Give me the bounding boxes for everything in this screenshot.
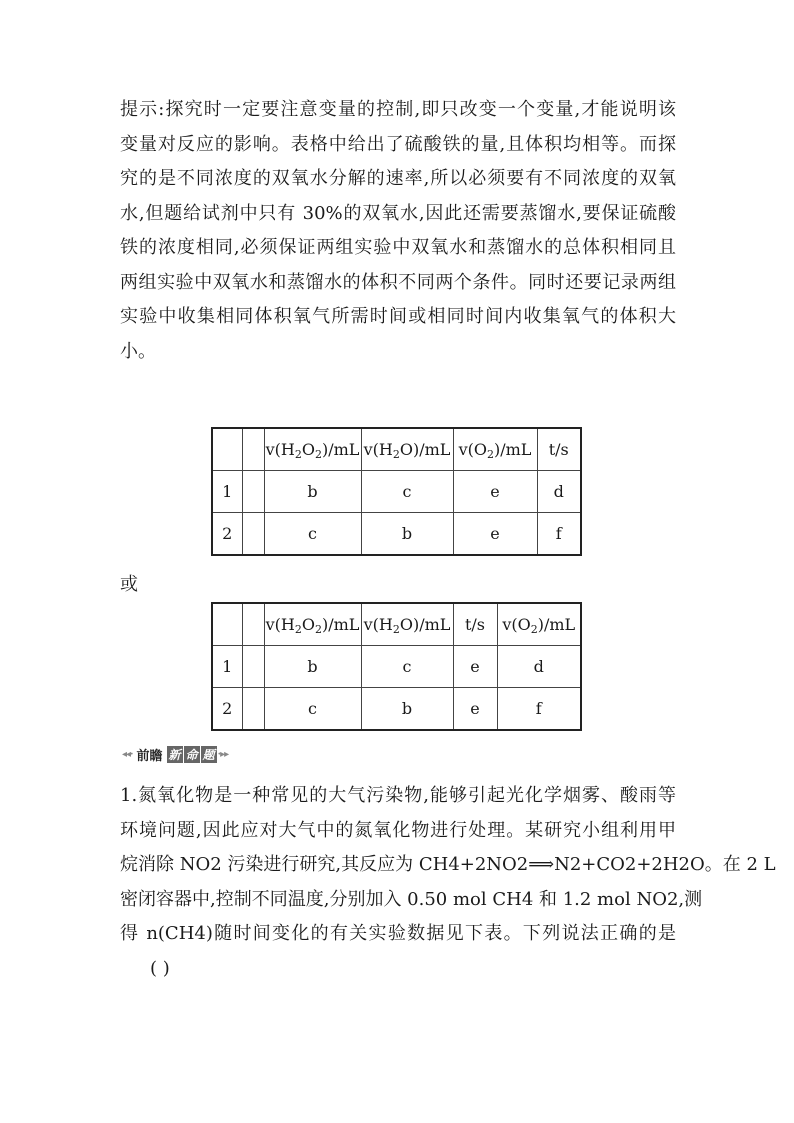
hint-line: 究的是不同浓度的双氧水分解的速率,所以必须要有不同浓度的双氧 <box>120 168 676 189</box>
header-v-o2: $v(O_2)/mL$ <box>453 428 537 471</box>
table-cell: c <box>264 688 361 731</box>
question-line: 密闭容器中,控制不同温度,分别加入 0.50 mol CH4 和 1.2 mol NO2,测 <box>120 888 703 910</box>
header-t: t/s <box>453 603 497 646</box>
table-cell: c <box>264 513 361 556</box>
hint-line: 两组实验中双氧水和蒸馏水的体积不同两个条件。同时还要记录两组 <box>120 271 676 293</box>
table-cell <box>242 688 264 731</box>
table-cell: 2 <box>212 513 242 556</box>
table-row <box>212 471 581 513</box>
table-cell: c <box>361 646 453 688</box>
experiment-table-1 <box>211 427 582 556</box>
badge-char: 命 <box>185 747 198 762</box>
table-cell: f <box>537 513 581 556</box>
header-t: t/s <box>537 428 581 471</box>
hint-line: 铁的浓度相同,必须保证两组实验中双氧水和蒸馏水的总体积相同且 <box>120 237 676 258</box>
header-v-h2o: $v(H_2O)/mL$ <box>361 603 453 646</box>
question-line: 得 n(CH4)随时间变化的有关实验数据见下表。下列说法正确的是 <box>120 923 676 944</box>
table-cell <box>212 603 242 646</box>
table-cell: d <box>537 471 581 513</box>
table-row <box>212 646 581 688</box>
question-line: 环境问题,因此应对大气中的氮氧化物进行处理。某研究小组利用甲 <box>120 819 676 841</box>
table-header-row <box>212 428 581 471</box>
table-cell: e <box>453 646 497 688</box>
question-line: 1.氮氧化物是一种常见的大气污染物,能够引起光化学烟雾、酸雨等 <box>120 785 676 806</box>
badge-prefix: 前瞻 <box>136 748 163 764</box>
header-v-o2: $v(O_2)/mL$ <box>497 603 581 646</box>
hint-line: 水,但题给试剂中只有 30%的双氧水,因此还需要蒸馏水,要保证硫酸 <box>120 202 676 224</box>
question-line: 烷消除 NO2 污染进行研究,其反应为 CH4+2NO2⟹N2+CO2+2H2O。在 2 L <box>120 854 776 875</box>
table-cell: 2 <box>212 688 242 731</box>
hint-line: 变量对反应的影响。表格中给出了硫酸铁的量,且体积均相等。而探 <box>120 133 676 155</box>
question-paragraph <box>120 779 776 986</box>
or-label: 或 <box>120 574 138 595</box>
badge-char: 题 <box>202 747 215 762</box>
hint-line: 实验中收集相同体积氧气所需时间或相同时间内收集氧气的体积大 <box>120 306 676 327</box>
table-cell <box>242 513 264 556</box>
hint-line: 小。 <box>120 340 156 362</box>
table-header-row <box>212 603 581 646</box>
table-cell: f <box>497 688 581 731</box>
table-cell: 1 <box>212 471 242 513</box>
badge-right-ornament: ·▸▸ <box>217 748 229 760</box>
hint-paragraph <box>120 93 676 369</box>
table-cell <box>242 471 264 513</box>
table-cell: b <box>361 513 453 556</box>
table-cell: 1 <box>212 646 242 688</box>
header-v-h2o: $v(H_2O)/mL$ <box>361 428 453 471</box>
header-v-h2o2: $v(H_2O_2)/mL$ <box>264 603 361 646</box>
table-row <box>212 688 581 731</box>
table-cell: b <box>361 688 453 731</box>
table-cell <box>212 428 242 471</box>
table-cell: c <box>361 471 453 513</box>
table-cell <box>242 428 264 471</box>
badge-char: 新 <box>168 747 181 762</box>
table-cell <box>242 646 264 688</box>
table-cell: e <box>453 513 537 556</box>
experiment-table-2 <box>211 602 582 731</box>
table-cell: b <box>264 646 361 688</box>
hint-line: 提示:探究时一定要注意变量的控制,即只改变一个变量,才能说明该 <box>120 99 676 120</box>
answer-blank: ( ) <box>150 957 170 979</box>
section-badge <box>122 745 228 763</box>
table-cell: e <box>453 471 537 513</box>
table-cell: e <box>453 688 497 731</box>
table-cell: d <box>497 646 581 688</box>
table-cell <box>242 603 264 646</box>
table-row <box>212 513 581 556</box>
header-v-h2o2: $v(H_2O_2)/mL$ <box>264 428 361 471</box>
badge-left-ornament: ◂◂· <box>122 748 133 760</box>
table-cell: b <box>264 471 361 513</box>
